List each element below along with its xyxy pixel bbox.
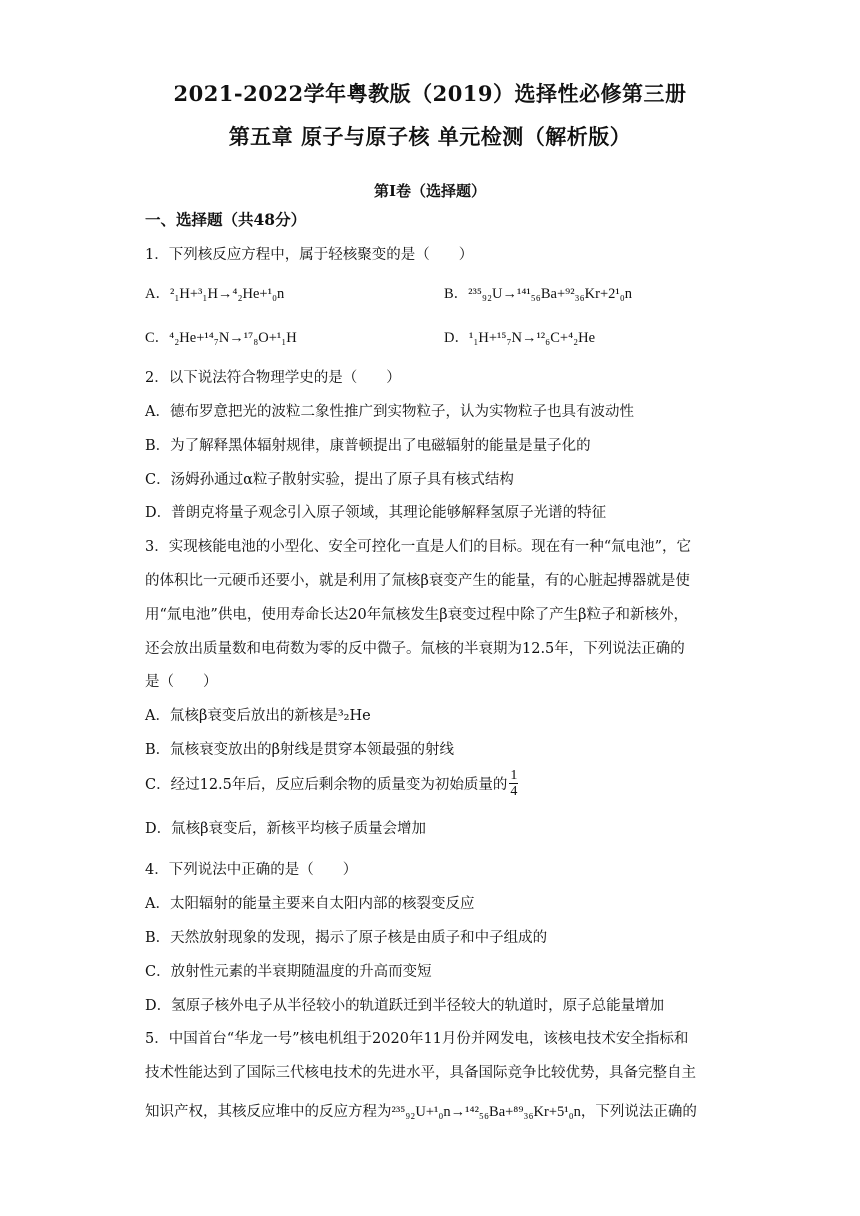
question-1-option-d <box>444 326 595 347</box>
question-5-stem-line: 技术性能达到了国际三代核电技术的先进水平，具备国际竞争比较优势，具备完整自主 <box>145 1065 696 1081</box>
question-1-option-c <box>145 326 297 347</box>
question-4-option-c: C．放射性元素的半衰期随温度的升高而变短 <box>145 964 432 980</box>
fraction-one-quarter <box>509 768 518 799</box>
question-4-option-b: B．天然放射现象的发现，揭示了原子核是由质子和中子组成的 <box>145 930 548 946</box>
question-2-stem: 2．以下说法符合物理学史的是（ ） <box>145 370 401 386</box>
option-formula: ²³⁵₉₂U→¹⁴¹₅₆Ba+⁹²₃₆Kr+2¹₀n <box>468 286 633 302</box>
volume-heading: 第Ⅰ卷（选择题） <box>373 182 487 200</box>
question-2-option-a: A．德布罗意把光的波粒二象性推广到实物粒子，认为实物粒子也具有波动性 <box>145 404 634 420</box>
question-3-option-d: D．氚核β衰变后，新核平均核子质量会增加 <box>145 821 427 837</box>
option-formula: ⁴₂He+¹⁴₇N→¹⁷₈O+¹₁H <box>169 330 297 346</box>
option-label: B． <box>444 286 469 302</box>
doc-title-line2: 第五章 原子与原子核 单元检测（解析版） <box>228 124 632 149</box>
question-1-option-b <box>444 282 632 303</box>
question-4-option-a: A．太阳辐射的能量主要来自太阳内部的核裂变反应 <box>145 896 475 912</box>
question-5-stem-line <box>145 1100 697 1121</box>
option-label: D． <box>444 330 469 346</box>
option-formula: ¹₁H+¹⁵₇N→¹²₆C+⁴₂He <box>468 330 596 346</box>
question-3-option-c <box>145 768 518 799</box>
question-5-stem-line: 5．中国首台“华龙一号”核电机组于2020年11月份并网发电，该核电技术安全指标和 <box>145 1031 689 1047</box>
question-3-option-a: A．氚核β衰变后放出的新核是³₂He <box>145 708 371 724</box>
question-3-stem-line: 还会放出质量数和电荷数为零的反中微子。氚核的半衰期为12.5年，下列说法正确的 <box>145 641 685 657</box>
fission-equation: ²³⁵₉₂U+¹₀n→¹⁴²₅₆Ba+⁸⁹₃₆Kr+5¹₀n <box>391 1104 581 1120</box>
question-2-option-c: C．汤姆孙通过α粒子散射实验，提出了原子具有核式结构 <box>145 472 514 488</box>
stem-text: ，下列说法正确的 <box>580 1104 697 1120</box>
question-3-stem-line: 用“氚电池”供电，使用寿命长达20年氚核发生β衰变过程中除了产生β粒子和新核外， <box>145 607 689 623</box>
question-2-option-d: D．普朗克将量子观念引入原子领域，其理论能够解释氢原子光谱的特征 <box>145 505 607 521</box>
doc-title-line1: 2021-2022学年粤教版（2019）选择性必修第三册 <box>173 81 687 106</box>
fraction-denominator: 4 <box>510 784 518 799</box>
question-4-option-d: D．氢原子核外电子从半径较小的轨道跃迁到半径较大的轨道时，原子总能量增加 <box>145 998 665 1014</box>
option-label: C． <box>145 330 170 346</box>
question-2-option-b: B．为了解释黑体辐射规律，康普顿提出了电磁辐射的能量是量子化的 <box>145 438 591 454</box>
option-label: A． <box>145 286 170 302</box>
question-4-stem: 4．下列说法中正确的是（ ） <box>145 862 358 878</box>
question-3-option-b: B．氚核衰变放出的β射线是贯穿本领最强的射线 <box>145 742 455 758</box>
question-1-stem: 1．下列核反应方程中，属于轻核聚变的是（ ） <box>145 247 474 263</box>
question-1-option-a <box>145 282 284 303</box>
stem-text: 知识产权，其核反应堆中的反应方程为 <box>145 1104 392 1120</box>
question-3-stem-line: 的体积比一元硬币还要小，就是利用了氚核β衰变产生的能量，有的心脏起搏器就是使 <box>145 573 690 589</box>
fraction-numerator: 1 <box>510 768 518 783</box>
section-heading: 一、选择题（共48分） <box>145 210 307 229</box>
option-formula: ²₁H+³₁H→⁴₂He+¹₀n <box>169 286 285 302</box>
option-text: C．经过12.5年后，反应后剩余物的质量变为初始质量的 <box>145 777 508 793</box>
question-3-stem-line: 是（ ） <box>145 674 218 690</box>
question-3-stem-line: 3．实现核能电池的小型化、安全可控化一直是人们的目标。现在有一种“氚电池”，它 <box>145 539 692 555</box>
